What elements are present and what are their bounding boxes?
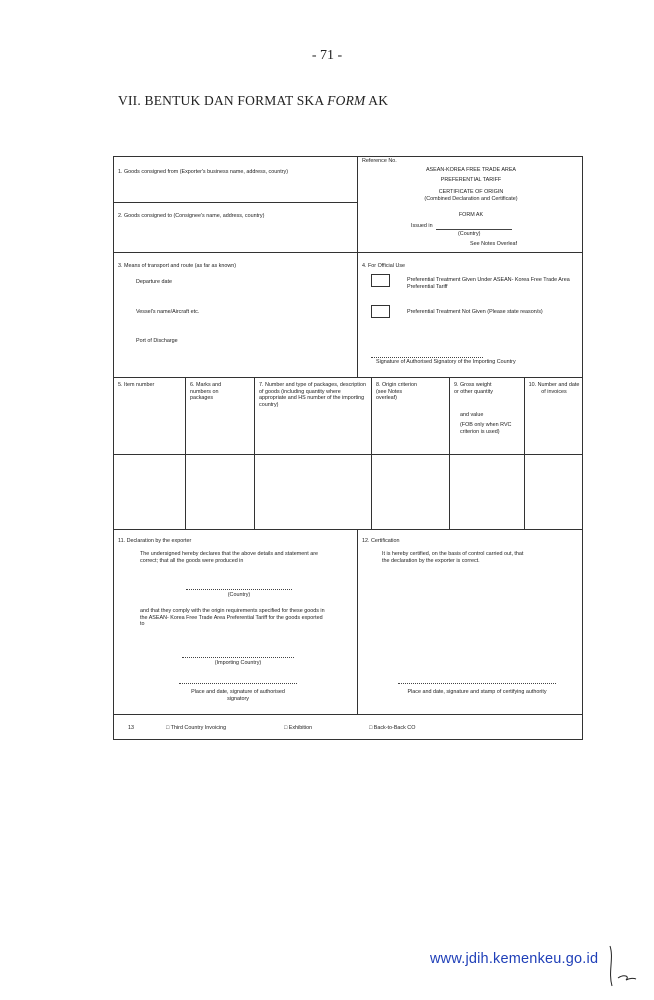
col-5-header — [113, 377, 186, 455]
data-cell-5[interactable] — [113, 454, 186, 530]
box-13-number: 13 — [128, 725, 134, 731]
data-cell-9[interactable] — [449, 454, 525, 530]
importing-country-line — [182, 657, 294, 658]
box-2-label: 2. Goods consigned to (Consignee's name, address, country) — [118, 213, 265, 219]
col-6-label: 6. Marks and numbers on packages — [190, 382, 222, 402]
box-12-text: It is hereby certified, on the basis of control carried out, that the declaration by the exporter is correct. — [382, 551, 524, 564]
heading-suffix: AK — [365, 93, 389, 108]
box-13-options — [113, 714, 583, 740]
box-11-country: (Country) — [227, 592, 251, 598]
box-11-label: 11. Declaration by the exporter — [118, 538, 192, 544]
col-10-header — [524, 377, 583, 455]
departure-date: Departure date — [136, 279, 172, 285]
data-cell-6[interactable] — [185, 454, 255, 530]
exporter-country-line — [186, 589, 292, 590]
box-11-text-2: and that they comply with the origin requirements specified for these goods in the ASEAN- Korea Free Trade Area Preferential Tariff for the goods exported to — [140, 608, 325, 628]
box-4-label: 4. For Official Use — [362, 263, 406, 269]
col-9-header — [449, 377, 525, 455]
back-to-back-co-option[interactable]: □ Back-to-Back CO — [369, 725, 416, 731]
box-12-place: Place and date, signature and stamp of certifying authority — [407, 689, 547, 695]
handwritten-mark — [600, 940, 640, 990]
data-cell-7[interactable] — [254, 454, 372, 530]
col-9-label-c: (FOB only when RVC criterion is used) — [460, 422, 512, 435]
box-3-transport — [113, 252, 358, 378]
col-6-header — [185, 377, 255, 455]
col-9-label-a: 9. Gross weight or other quantity — [454, 382, 493, 395]
issued-in-line — [436, 229, 512, 230]
certifying-signature-line — [398, 683, 556, 684]
preferential-not-given-checkbox[interactable] — [371, 305, 390, 318]
section-heading — [118, 93, 388, 109]
see-notes: See Notes Overleaf — [470, 241, 518, 247]
form-title-1: ASEAN-KOREA FREE TRADE AREA — [425, 167, 517, 173]
box-1-label: 1. Goods consigned from (Exporter's business name, address, country) — [118, 169, 289, 175]
box-11-importing-country: (Importing Country) — [214, 660, 262, 666]
reference-box — [357, 156, 583, 253]
col-7-header — [254, 377, 372, 455]
form-title-4: (Combined Declaration and Certificate) — [424, 196, 518, 202]
importing-signature-line — [371, 357, 483, 358]
certificate-form — [113, 156, 583, 740]
box-11-place: Place and date, signature of authorised signatory — [191, 689, 285, 702]
preferential-not-given-label: Preferential Treatment Not Given (Please state reason/s) — [407, 309, 543, 315]
col-8-label: 8. Origin criterion (see Notes overleaf) — [376, 382, 418, 402]
box-11-text-1: The undersigned hereby declares that the above details and statement are correct; that all the goods were produced in — [140, 551, 319, 564]
importing-signature-label: Signature of Authorised Signatory of the Importing Country — [376, 359, 516, 365]
box-12-label: 12. Certification — [362, 538, 400, 544]
vessel-name: Vessel's name/Aircraft etc. — [136, 309, 200, 315]
form-title-3: CERTIFICATE OF ORIGIN — [438, 189, 504, 195]
data-cell-10[interactable] — [524, 454, 583, 530]
footer-url[interactable]: www.jdih.kemenkeu.go.id — [430, 951, 599, 967]
exhibition-option[interactable]: □ Exhibition — [284, 725, 313, 731]
data-cell-8[interactable] — [371, 454, 450, 530]
col-7-label: 7. Number and type of packages, description of goods (including quantity where appropriate and HS number of the importing country) — [259, 382, 366, 408]
col-8-header — [371, 377, 450, 455]
page-number: - 71 - — [311, 48, 343, 63]
col-5-label: 5. Item number — [118, 382, 155, 388]
form-name: FORM AK — [458, 212, 484, 218]
heading-prefix: VII. BENTUK DAN FORMAT SKA — [118, 93, 328, 108]
box-12-certification — [357, 529, 583, 715]
box-1-exporter — [113, 156, 358, 203]
exporter-signature-line — [179, 683, 297, 684]
heading-italic: FORM — [327, 93, 366, 108]
box-2-consignee — [113, 202, 358, 253]
box-3-label: 3. Means of transport and route (as far as known) — [118, 263, 237, 269]
issued-in-label: Issued in — [411, 223, 433, 229]
preferential-given-checkbox[interactable] — [371, 274, 390, 287]
third-country-invoicing-option[interactable]: □ Third Country Invoicing — [166, 725, 227, 731]
reference-country: (Country) — [458, 231, 481, 237]
box-11-declaration — [113, 529, 358, 715]
box-4-official-use — [357, 252, 583, 378]
form-title-2: PREFERENTIAL TARIFF — [440, 177, 502, 183]
preferential-given-label: Preferential Treatment Given Under ASEAN- Korea Free Trade Area Preferential Tariff — [407, 277, 570, 290]
col-10-label: 10. Number and date of invoices — [528, 382, 580, 395]
col-9-label-b: and value — [460, 412, 484, 418]
port-of-discharge: Port of Discharge — [136, 338, 178, 344]
reference-label: Reference No. — [362, 158, 397, 164]
